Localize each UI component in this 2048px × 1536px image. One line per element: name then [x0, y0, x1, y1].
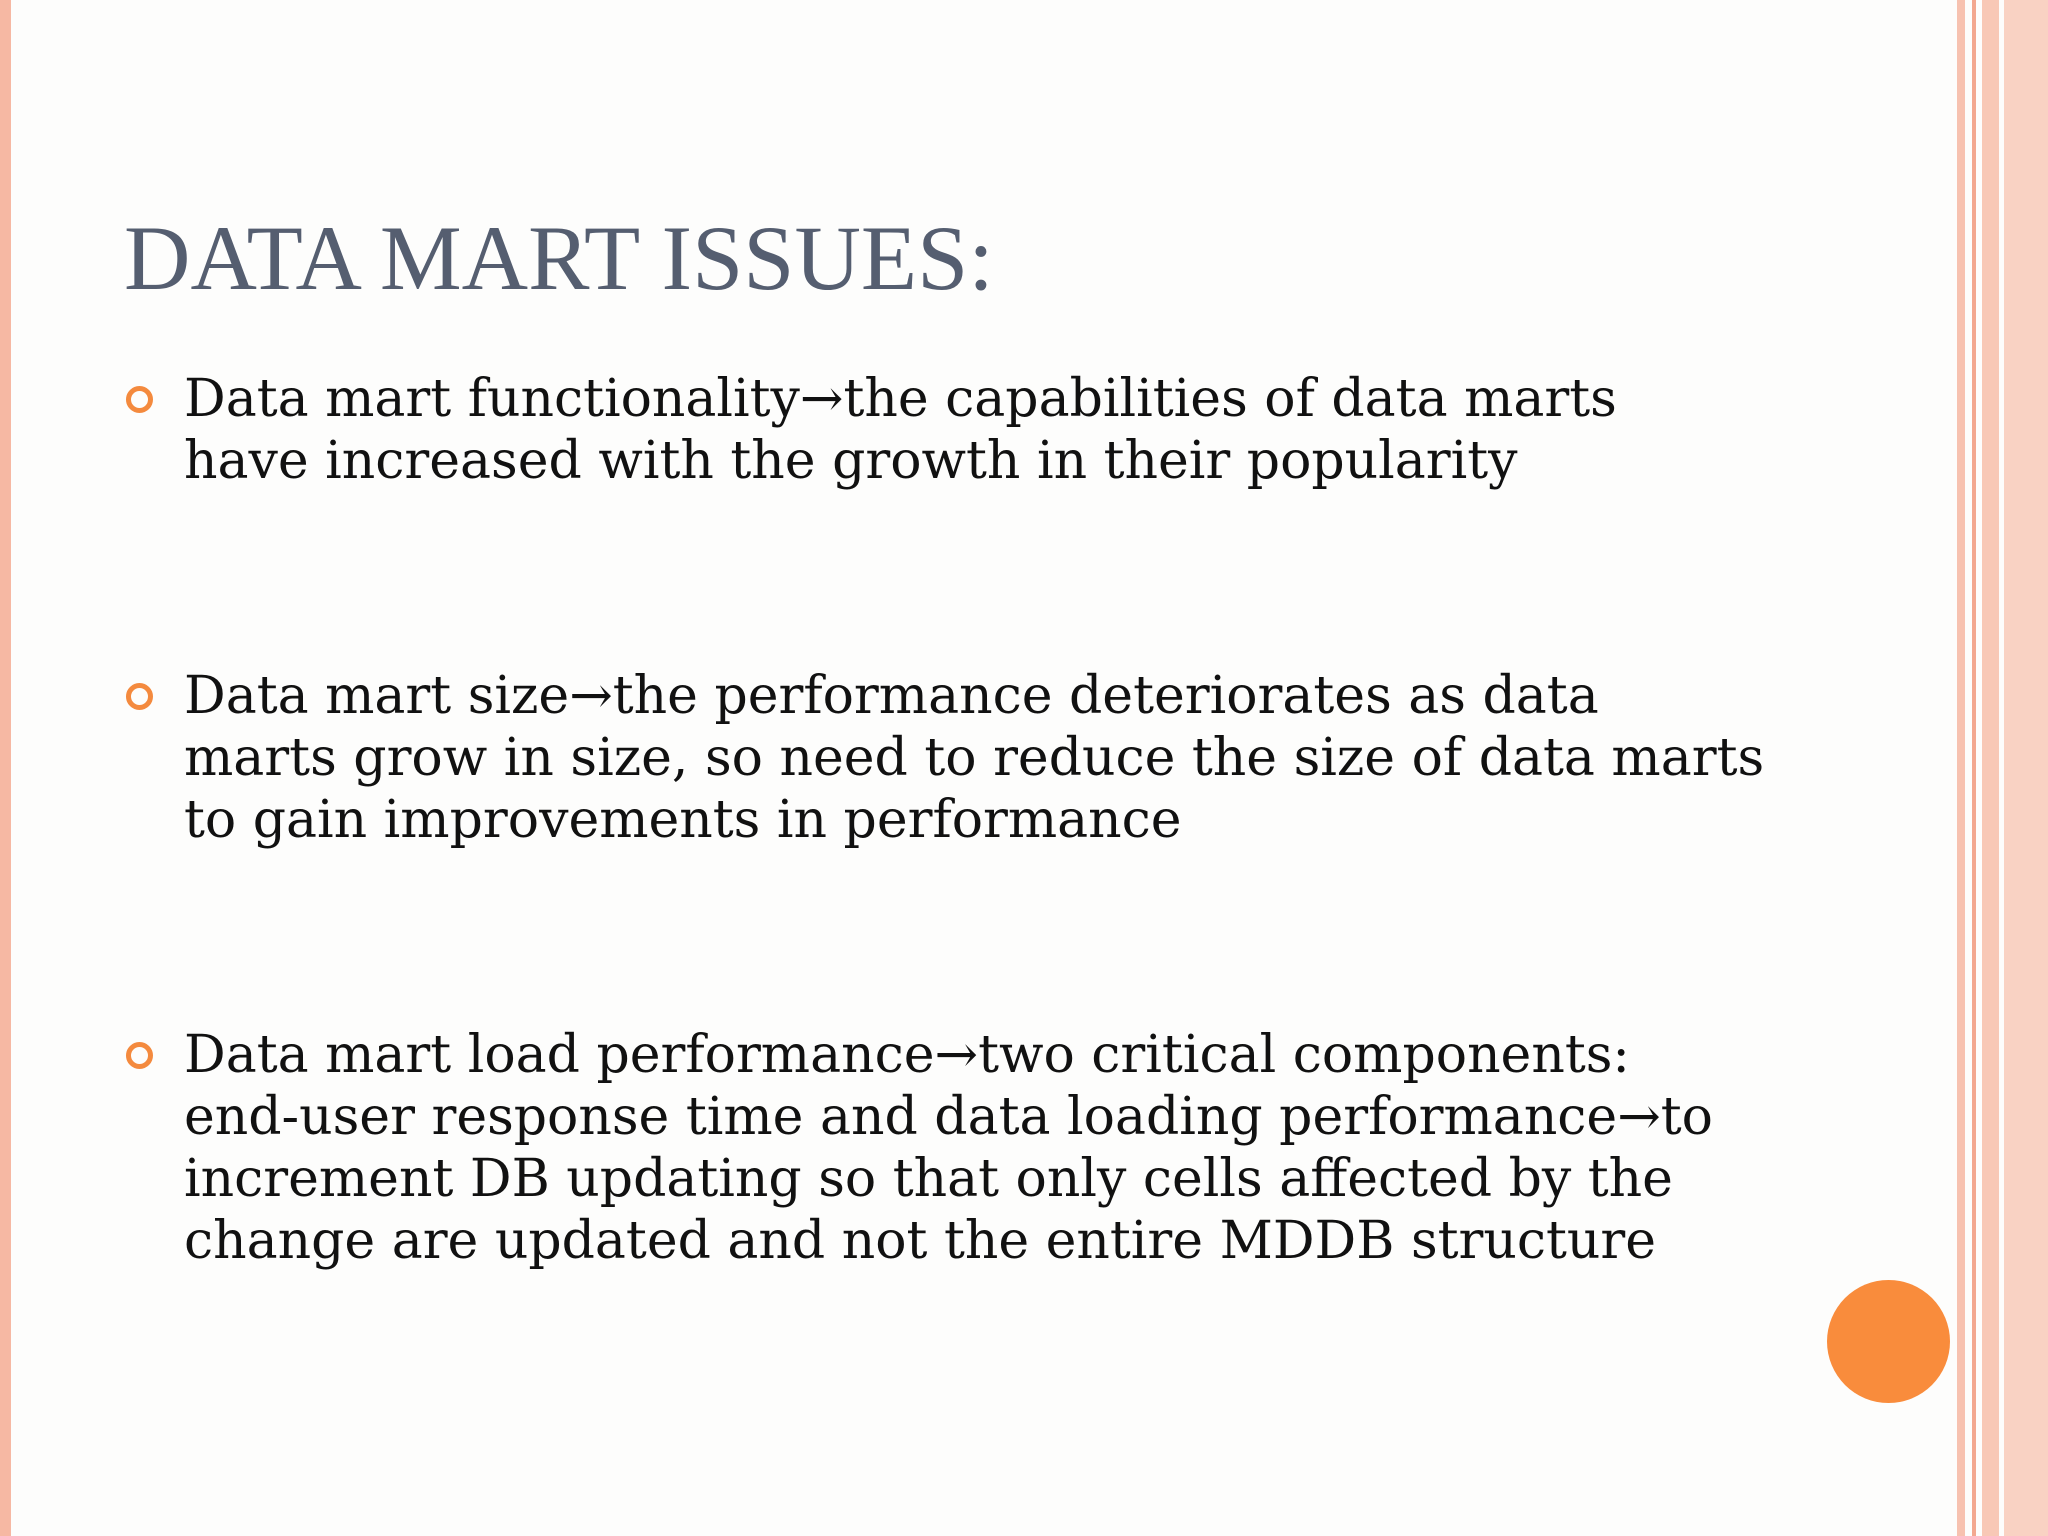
bullet-line: Data mart size→the performance deteriorates as data [184, 666, 1599, 726]
bullet-line: change are updated and not the entire MDDB structure [184, 1211, 1657, 1271]
slide-title: DATA MART ISSUES: [124, 207, 994, 309]
bullet-line: to gain improvements in performance [184, 790, 1182, 850]
bullet-line: end-user response time and data loading performance→to [184, 1087, 1713, 1147]
bullet-line: marts grow in size, so need to reduce the size of data marts [184, 728, 1765, 788]
bullet-circle-icon [126, 386, 153, 413]
bullet-circle-icon [126, 1042, 153, 1069]
bullet-line: Data mart load performance→two critical components: [184, 1025, 1630, 1085]
bullet-line: have increased with the growth in their popularity [184, 431, 1518, 491]
bullet-line: increment DB updating so that only cells affected by the [184, 1149, 1673, 1209]
bullet-text [184, 665, 1764, 851]
bullet-circle-icon [126, 683, 153, 710]
bullet-line: Data mart functionality→the capabilities of data marts [184, 369, 1617, 429]
bullet-text [184, 368, 1617, 492]
bullet-text [184, 1024, 1713, 1272]
orange-circle-decoration [1827, 1280, 1950, 1403]
